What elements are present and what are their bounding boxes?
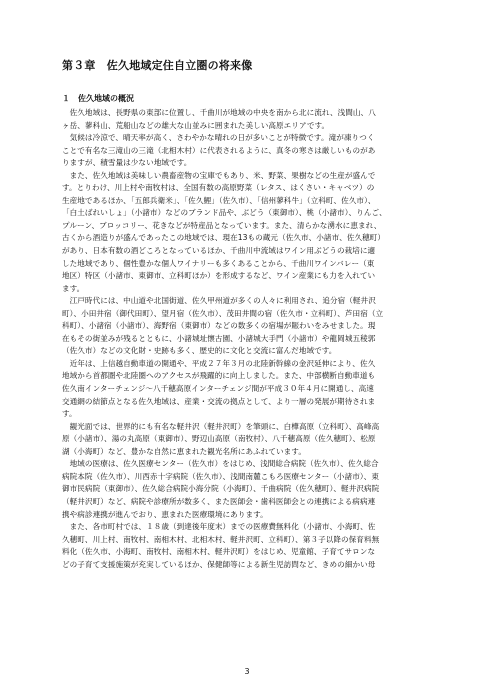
text-line: 久穂町、川上村、南牧村、南相木村、北相木村、軽井沢町、立科町）、第３子以降の保育料無 — [62, 534, 380, 544]
text-line: また、各市町村では、１８歳（到達後年度末）までの医療費無料化（小諸市、小海町、佐 — [62, 522, 376, 532]
section-title: １ 佐久地域の概況 — [62, 94, 134, 103]
text-line: また、佐久地域は美味しい農畜産物の宝庫でもあり、米、野菜、果樹などの生産が盛んで — [62, 170, 376, 180]
text-line: どの子育て支援施策が充実しているほか、保健師等による新生児訪問など、きめの細かい母 — [62, 559, 376, 569]
text-line: 在もその街並みが残るとともに、小諸城址懐古園、小諸城大手門（小諸市）や龍岡城五稜郭 — [62, 333, 376, 343]
text-line: 江戸時代には、中山道や北国街道、佐久甲州道が多くの人々に利用され、追分宿（軽井沢 — [62, 296, 376, 306]
text-line: ことで有名な三滝山の三滝（北相木村）に代表されるように、真冬の寒さは厳しいものがあ — [62, 145, 376, 155]
text-line: 交通網の結節点となる佐久地域は、産業・交流の拠点として、より一層の発展が期待されま — [62, 396, 376, 406]
text-line: 観光面では、世界的にも有名な軽井沢（軽井沢町）を筆頭に、白樺高原（立科町）、高峰高 — [62, 421, 380, 431]
text-line: があり、日本有数の酒どころとなっているほか、千曲川中流域はワイン用ぶどうの栽培に適 — [62, 246, 376, 256]
text-line: 生産地であるほか、「五郎兵衛米」、「佐久鯉」（佐久市）、「信州蓼科牛」（立科町、佐久市）、 — [62, 195, 376, 205]
text-line: 佐久地域は、長野県の東部に位置し、千曲川が地域の中央を南から北に流れ、浅間山、八 — [62, 108, 376, 117]
text-line: した地域であり、個性豊かな個人ワイナリーも多くあることから、千曲川ワインバレー（東 — [62, 258, 375, 268]
text-line: 気候は冷涼で、晴天率が高く、さわやかな晴れの日が多いことが特徴です。滝が凍りつく — [62, 133, 375, 143]
text-line: 料化（佐久市、小海町、南牧村、南相木村、軽井沢町）をはじめ、児童館、子育てサロンな — [62, 547, 376, 557]
text-line: 町）、小田井宿（御代田町）、望月宿（佐久市）、茂田井間の宿（佐久市・立科町）、芦田宿（立 — [62, 308, 384, 318]
text-line: 古くから酒造りが盛んであったこの地域では、現在13もの蔵元（佐久市、小諸市、佐久穂町） — [62, 233, 386, 243]
text-line: ヶ岳、蓼科山、荒船山などの雄大な山並みに囲まれた美しい高原エリアです。 — [62, 120, 330, 130]
chapter-title: 第３章 佐久地域定住自立圏の将来像 — [62, 59, 253, 72]
text-line: プルーン、ブロッコリー、花きなどが特産品となっています。また、清らかな湧水に恵まれ、 — [62, 220, 382, 230]
text-line: 「白土ばれいしょ」（小諸市）などのブランド品や、ぶどう（東御市）、桃（小諸市）、りんご、 — [62, 208, 387, 218]
text-line: 科町）、小諸宿（小諸市）、海野宿（東御市）などの数多くの宿場が賑わいをみせました。現 — [62, 321, 376, 331]
text-line: 原（小諸市）、湯の丸高原（東御市）、野辺山高原（南牧村）、八千穂高原（佐久穂町）、松原 — [62, 434, 376, 444]
text-line: 湖（小海町）など、豊かな自然に恵まれた観光名所にあふれています。 — [62, 446, 306, 456]
text-line: （佐久市）などの文化財・史跡も多く、歴史的に文化と交流に富んだ地域です。 — [62, 346, 337, 356]
text-line: 地域の医療は、佐久医療センター（佐久市）をはじめ、浅間総合病院（佐久市）、佐久総合 — [62, 459, 379, 469]
text-line: す。 — [62, 409, 77, 419]
text-line: りますが、積雪量は少ない地域です。 — [62, 158, 192, 168]
text-line: （軽井沢町）など、病院や診療所が数多く、また医師会・歯科医師会との連携による病病連 — [62, 496, 376, 506]
text-line: 地区）特区（小諸市、東御市、立科町ほか）を形成するなど、ワイン産業にも力を入れてい — [62, 271, 376, 281]
text-line: 御市民病院（東御市）、佐久総合病院小海分院（小海町）、千曲病院（佐久穂町）、軽井沢病院 — [62, 484, 380, 494]
text-line: 病院本院（佐久市）、川西赤十字病院（佐久市）、浅間南麓こもろ医療センター（小諸市）、東 — [62, 471, 379, 481]
text-line: す。とりわけ、川上村や南牧村は、全国有数の高原野菜（レタス、はくさい・キャベツ）の — [62, 183, 375, 193]
page-number: 3 — [244, 667, 250, 676]
body-text — [62, 107, 436, 571]
text-line: 佐久南インターチェンジ～八千穂高原インターチェンジ間が平成３０年４月に開通し、高速 — [62, 384, 374, 394]
text-line: 近年は、上信越自動車道の開通や、平成２７年３月の北陸新幹線の金沢延伸により、佐久 — [62, 358, 376, 368]
text-line: ます。 — [62, 283, 85, 293]
text-line: 携や病診連携が進んでおり、恵まれた医療環境にあります。 — [62, 509, 268, 519]
text-line: 地域から首都圏や北陸圏へのアクセスが飛躍的に向上しました。また、中部横断自動車道も — [62, 371, 376, 381]
